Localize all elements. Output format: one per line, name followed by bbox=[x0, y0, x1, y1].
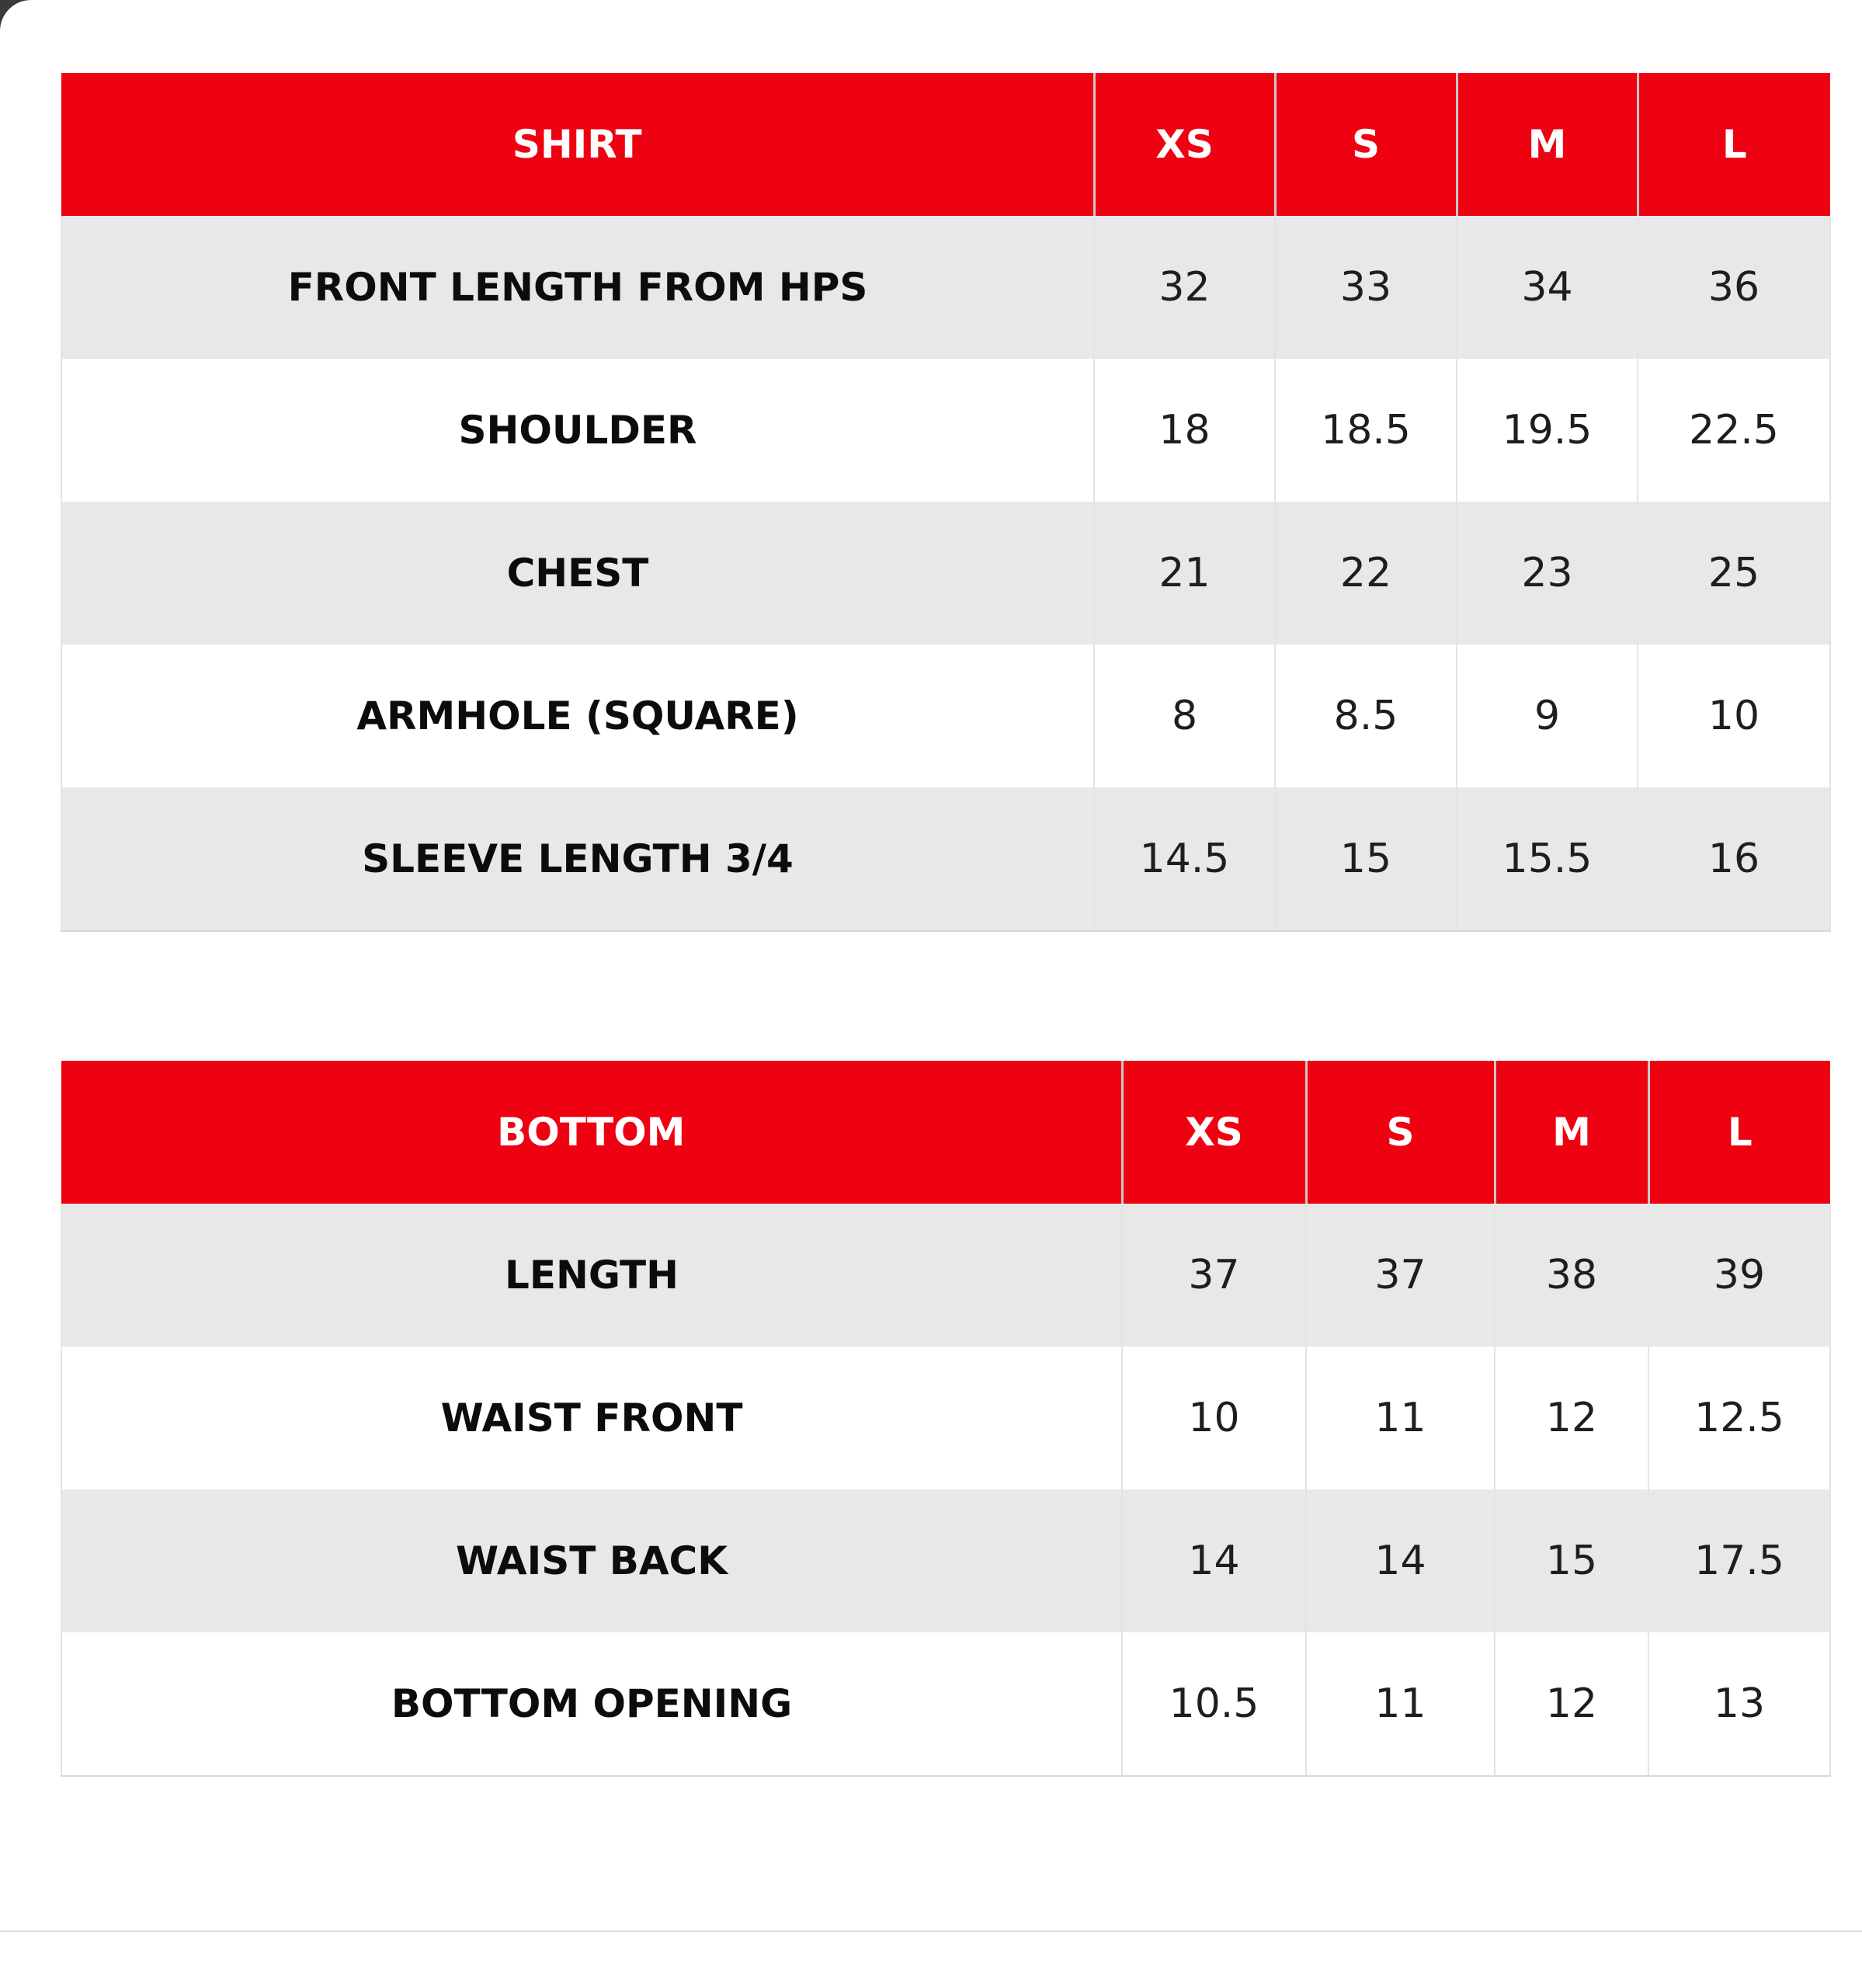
cell-xs: 8 bbox=[1094, 645, 1275, 787]
cell-l: 22.5 bbox=[1638, 359, 1830, 502]
table-row bbox=[61, 1347, 1830, 1489]
cell-m: 19.5 bbox=[1457, 359, 1638, 502]
shirt-header-l: L bbox=[1638, 73, 1830, 216]
cell-s: 14 bbox=[1306, 1489, 1495, 1632]
cell-l: 25 bbox=[1638, 502, 1830, 645]
cell-s: 37 bbox=[1306, 1204, 1495, 1347]
bottom-header-m: M bbox=[1495, 1061, 1648, 1204]
cell-s: 15 bbox=[1275, 787, 1457, 931]
cell-m: 15 bbox=[1495, 1489, 1648, 1632]
row-label: SHOULDER bbox=[61, 359, 1094, 502]
cell-m: 34 bbox=[1457, 216, 1638, 359]
table-row bbox=[61, 1489, 1830, 1632]
row-label: ARMHOLE (SQUARE) bbox=[61, 645, 1094, 787]
shirt-size-table bbox=[61, 73, 1831, 932]
bottom-header-title: BOTTOM bbox=[61, 1061, 1122, 1204]
shirt-header-m: M bbox=[1457, 73, 1638, 216]
table-row bbox=[61, 645, 1830, 787]
cell-l: 16 bbox=[1638, 787, 1830, 931]
row-label: LENGTH bbox=[61, 1204, 1122, 1347]
table-row bbox=[61, 359, 1830, 502]
cell-xs: 37 bbox=[1122, 1204, 1306, 1347]
cell-xs: 10.5 bbox=[1122, 1632, 1306, 1776]
table-row bbox=[61, 216, 1830, 359]
footer-divider bbox=[0, 1931, 1862, 1932]
cell-l: 39 bbox=[1648, 1204, 1830, 1347]
shirt-header-xs: XS bbox=[1094, 73, 1275, 216]
shirt-header-s: S bbox=[1275, 73, 1457, 216]
bottom-header-l: L bbox=[1648, 1061, 1830, 1204]
row-label: CHEST bbox=[61, 502, 1094, 645]
cell-m: 9 bbox=[1457, 645, 1638, 787]
cell-s: 11 bbox=[1306, 1347, 1495, 1489]
cell-m: 38 bbox=[1495, 1204, 1648, 1347]
cell-xs: 14.5 bbox=[1094, 787, 1275, 931]
bottom-size-table bbox=[61, 1061, 1831, 1777]
cell-xs: 21 bbox=[1094, 502, 1275, 645]
table-row bbox=[61, 1632, 1830, 1776]
window-corner bbox=[0, 0, 31, 31]
cell-m: 12 bbox=[1495, 1632, 1648, 1776]
cell-m: 15.5 bbox=[1457, 787, 1638, 931]
cell-s: 33 bbox=[1275, 216, 1457, 359]
cell-s: 11 bbox=[1306, 1632, 1495, 1776]
cell-s: 18.5 bbox=[1275, 359, 1457, 502]
cell-xs: 14 bbox=[1122, 1489, 1306, 1632]
cell-l: 10 bbox=[1638, 645, 1830, 787]
row-label: FRONT LENGTH FROM HPS bbox=[61, 216, 1094, 359]
cell-xs: 18 bbox=[1094, 359, 1275, 502]
cell-m: 23 bbox=[1457, 502, 1638, 645]
shirt-header-row bbox=[61, 73, 1830, 216]
row-label: WAIST BACK bbox=[61, 1489, 1122, 1632]
cell-xs: 32 bbox=[1094, 216, 1275, 359]
bottom-header-s: S bbox=[1306, 1061, 1495, 1204]
table-row bbox=[61, 1204, 1830, 1347]
cell-l: 12.5 bbox=[1648, 1347, 1830, 1489]
cell-l: 36 bbox=[1638, 216, 1830, 359]
cell-s: 22 bbox=[1275, 502, 1457, 645]
row-label: SLEEVE LENGTH 3/4 bbox=[61, 787, 1094, 931]
row-label: WAIST FRONT bbox=[61, 1347, 1122, 1489]
table-row bbox=[61, 787, 1830, 931]
bottom-header-row bbox=[61, 1061, 1830, 1204]
row-label: BOTTOM OPENING bbox=[61, 1632, 1122, 1776]
cell-m: 12 bbox=[1495, 1347, 1648, 1489]
table-row bbox=[61, 502, 1830, 645]
cell-xs: 10 bbox=[1122, 1347, 1306, 1489]
cell-l: 17.5 bbox=[1648, 1489, 1830, 1632]
shirt-header-title: SHIRT bbox=[61, 73, 1094, 216]
cell-l: 13 bbox=[1648, 1632, 1830, 1776]
bottom-header-xs: XS bbox=[1122, 1061, 1306, 1204]
cell-s: 8.5 bbox=[1275, 645, 1457, 787]
